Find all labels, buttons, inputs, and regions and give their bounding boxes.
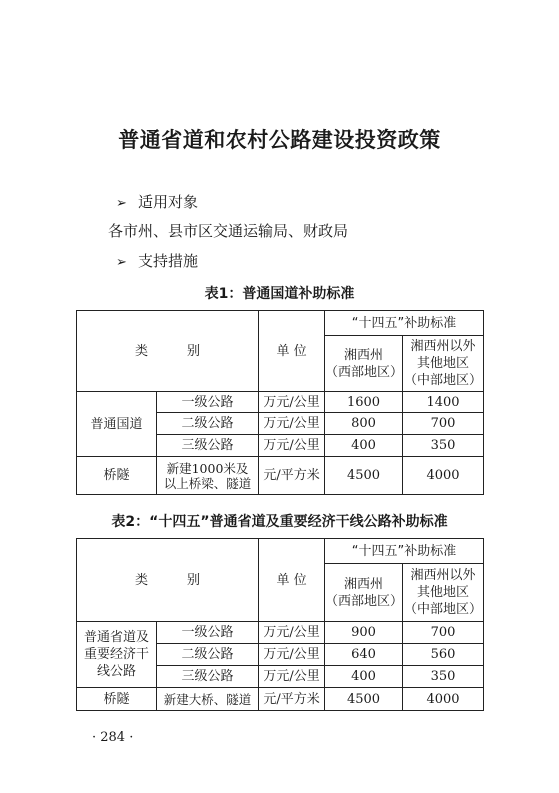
row-other: 350 xyxy=(403,435,484,457)
table2 xyxy=(76,538,484,711)
header-standard: “十四五”补助标准 xyxy=(325,311,484,336)
bridge-unit: 元/平方米 xyxy=(259,457,325,495)
header-other xyxy=(403,336,484,392)
row-sub: 一级公路 xyxy=(157,392,259,413)
header-west-line: 湘西州 xyxy=(344,576,384,592)
bridge-label: 桥隧 xyxy=(77,457,157,495)
header-west-line: 湘西州 xyxy=(344,347,384,363)
header-category: 类 别 xyxy=(77,311,259,392)
table1-caption: 表1：普通国道补助标准 xyxy=(204,286,355,302)
header-unit: 单 位 xyxy=(259,311,325,392)
row-west: 900 xyxy=(325,622,403,644)
header-other xyxy=(403,564,484,622)
header-west xyxy=(325,564,403,622)
group-label-line: 线公路 xyxy=(96,664,136,679)
row-unit: 万元/公里 xyxy=(259,413,325,435)
row-sub: 三级公路 xyxy=(157,435,259,457)
row-other: 700 xyxy=(403,622,484,644)
header-west-line: （西部地区） xyxy=(325,593,404,609)
header-unit: 单 位 xyxy=(259,539,325,622)
header-other-line: （中部地区） xyxy=(404,602,483,617)
header-other-line: 湘西州以外 xyxy=(410,339,476,354)
header-standard: “十四五”补助标准 xyxy=(325,539,484,564)
header-other-line: （中部地区） xyxy=(404,373,483,388)
row-unit: 万元/公里 xyxy=(259,435,325,457)
bridge-unit: 元/平方米 xyxy=(259,688,325,711)
row-sub: 一级公路 xyxy=(157,622,259,644)
header-category: 类 别 xyxy=(77,539,259,622)
header-other-line: 湘西州以外 xyxy=(410,568,476,583)
page-number: · 284 · xyxy=(92,730,134,745)
section-target-heading xyxy=(116,191,198,212)
group-label-line: 重要经济干 xyxy=(83,647,149,662)
row-other: 700 xyxy=(403,413,484,435)
section-heading-label: 适用对象 xyxy=(138,193,199,211)
row-unit: 万元/公里 xyxy=(259,392,325,413)
page-title: 普通省道和农村公路建设投资政策 xyxy=(118,127,441,152)
row-sub: 二级公路 xyxy=(157,644,259,666)
header-other-line: 其他地区 xyxy=(417,585,470,600)
row-sub: 二级公路 xyxy=(157,413,259,435)
bridge-sub-line: 以上桥梁、隧道 xyxy=(163,475,252,491)
row-unit: 万元/公里 xyxy=(259,622,325,644)
bridge-west: 4500 xyxy=(325,688,403,711)
bridge-label: 桥隧 xyxy=(77,688,157,711)
arrow-bullet-icon: ➢ xyxy=(116,196,127,211)
group-label xyxy=(77,622,157,688)
bridge-other: 4000 xyxy=(403,457,484,495)
section-target-text: 各市州、县市区交通运输局、财政局 xyxy=(108,222,349,240)
table2-caption: 表2：“十四五”普通省道及重要经济干线公路补助标准 xyxy=(111,514,448,530)
arrow-bullet-icon: ➢ xyxy=(116,255,127,270)
header-other-line: 其他地区 xyxy=(417,356,470,371)
bridge-sub xyxy=(157,457,259,495)
row-west: 400 xyxy=(325,666,403,688)
header-west xyxy=(325,336,403,392)
bridge-other: 4000 xyxy=(403,688,484,711)
section-heading-label: 支持措施 xyxy=(138,252,199,270)
row-unit: 万元/公里 xyxy=(259,644,325,666)
group-label: 普通国道 xyxy=(77,392,157,457)
group-label-line: 普通省道及 xyxy=(83,630,149,645)
row-unit: 万元/公里 xyxy=(259,666,325,688)
row-other: 350 xyxy=(403,666,484,688)
row-other: 560 xyxy=(403,644,484,666)
bridge-sub: 新建大桥、隧道 xyxy=(157,688,259,711)
bridge-sub-line: 新建1000米及 xyxy=(166,460,249,476)
row-west: 400 xyxy=(325,435,403,457)
row-west: 800 xyxy=(325,413,403,435)
section-measures-heading xyxy=(116,250,198,271)
table1 xyxy=(76,310,484,495)
row-west: 1600 xyxy=(325,392,403,413)
row-other: 1400 xyxy=(403,392,484,413)
bridge-west: 4500 xyxy=(325,457,403,495)
row-west: 640 xyxy=(325,644,403,666)
row-sub: 三级公路 xyxy=(157,666,259,688)
header-west-line: （西部地区） xyxy=(325,364,404,380)
